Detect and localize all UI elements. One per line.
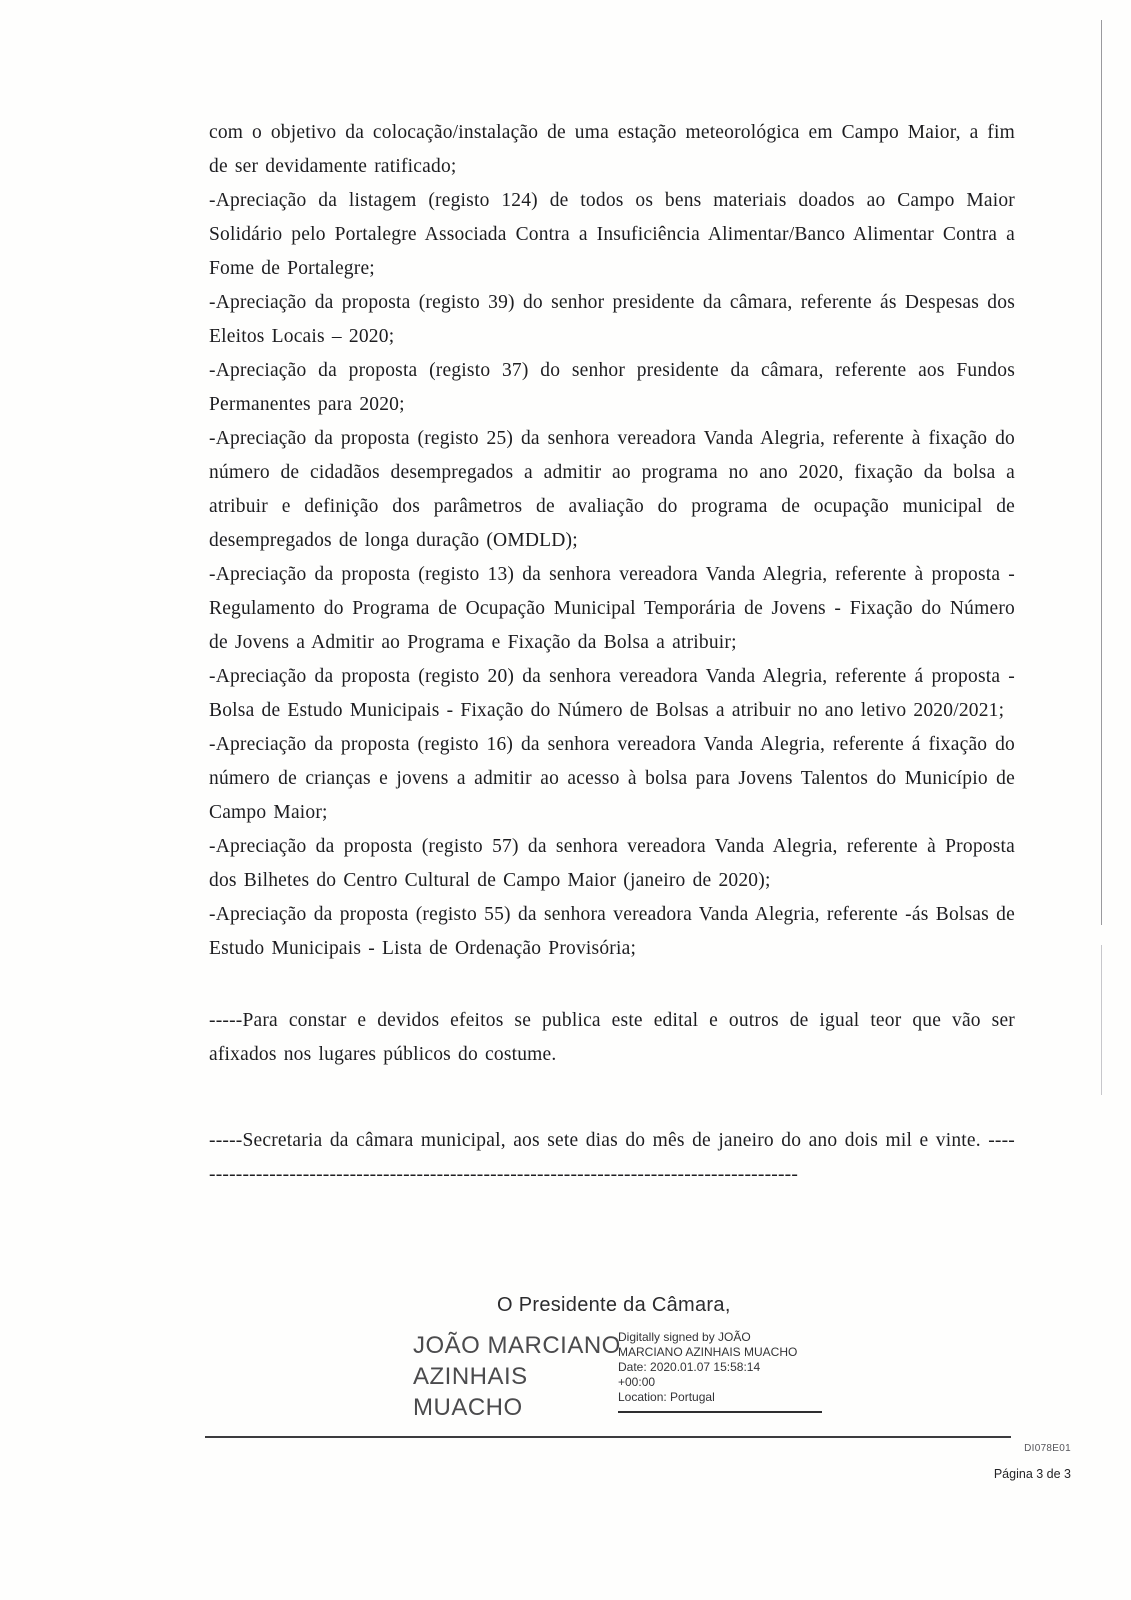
paragraph: -Apreciação da proposta (registo 13) da senhora vereadora Vanda Alegria, referente à proposta - Regulamento do Programa de Ocupação Municipal Temporária de Jovens - Fixação do Número de Jovens a Admitir ao Programa e Fixação da Bolsa a atribuir; — [209, 564, 1015, 653]
paragraph: -----Secretaria da câmara municipal, aos sete dias do mês de janeiro do ano dois mil e vinte. -------------------------------------------------------------------------------------------- — [209, 1130, 1015, 1185]
document-body — [209, 116, 1015, 1192]
page-number: Página 3 de 3 — [993, 1467, 1071, 1481]
paragraph: -Apreciação da proposta (registo 20) da senhora vereadora Vanda Alegria, referente á proposta - Bolsa de Estudo Municipais - Fixação do Número de Bolsas a atribuir no ano letivo 2020/2021; — [209, 666, 1015, 721]
signature-block — [413, 1330, 822, 1423]
paragraph: com o objetivo da colocação/instalação de uma estação meteorológica em Campo Maior, a fim de ser devidamente ratificado; — [209, 122, 1015, 177]
signature-digital-details — [618, 1330, 822, 1413]
paragraph: -Apreciação da proposta (registo 55) da senhora vereadora Vanda Alegria, referente -ás Bolsas de Estudo Municipais - Lista de Ordenação Provisória; — [209, 904, 1015, 959]
text-line: Digitally signed by JOÃO — [618, 1330, 751, 1344]
footer-rule — [205, 1436, 1011, 1438]
text-line: Location: Portugal — [618, 1390, 715, 1404]
paragraph: -Apreciação da proposta (registo 37) do senhor presidente da câmara, referente aos Fundos Permanentes para 2020; — [209, 360, 1015, 415]
paragraph: -Apreciação da listagem (registo 124) de todos os bens materiais doados ao Campo Maior Solidário pelo Portalegre Associada Contra a Insuficiência Alimentar/Banco Alimentar Contra a Fome de Portalegre; — [209, 190, 1015, 279]
paragraph: -Apreciação da proposta (registo 16) da senhora vereadora Vanda Alegria, referente á fixação do número de crianças e jovens a admitir ao acesso à bolsa para Jovens Talentos do Município de Campo Maior; — [209, 734, 1015, 823]
paragraph: -Apreciação da proposta (registo 25) da senhora vereadora Vanda Alegria, referente à fixação do número de cidadãos desempregados a admitir ao programa no ano 2020, fixação da bolsa a atribuir e definição dos parâmetros de avaliação do programa de ocupação municipal de desempregados de longa duração (OMDLD); — [209, 428, 1015, 551]
signature-name — [413, 1330, 621, 1423]
text-line: +00:00 — [618, 1375, 656, 1389]
scan-artifact-line — [1101, 20, 1103, 925]
paragraph: -Apreciação da proposta (registo 39) do senhor presidente da câmara, referente ás Despesas dos Eleitos Locais – 2020; — [209, 292, 1015, 347]
text-line: MARCIANO AZINHAIS MUACHO — [618, 1345, 798, 1359]
text-line: JOÃO MARCIANO — [413, 1332, 621, 1359]
paragraph: -Apreciação da proposta (registo 57) da senhora vereadora Vanda Alegria, referente à Proposta dos Bilhetes do Centro Cultural de Campo Maior (janeiro de 2020); — [209, 836, 1015, 891]
text-line: AZINHAIS — [413, 1363, 528, 1390]
scan-artifact-line-faint — [1101, 945, 1103, 1095]
signature-title: O Presidente da Câmara, — [497, 1294, 731, 1316]
text-line: MUACHO — [413, 1394, 523, 1421]
paragraph: -----Para constar e devidos efeitos se publica este edital e outros de igual teor que vão ser afixados nos lugares públicos do costume. — [209, 1010, 1015, 1065]
text-line: Date: 2020.01.07 15:58:14 — [618, 1360, 761, 1374]
document-code: DI078E01 — [1024, 1443, 1071, 1454]
